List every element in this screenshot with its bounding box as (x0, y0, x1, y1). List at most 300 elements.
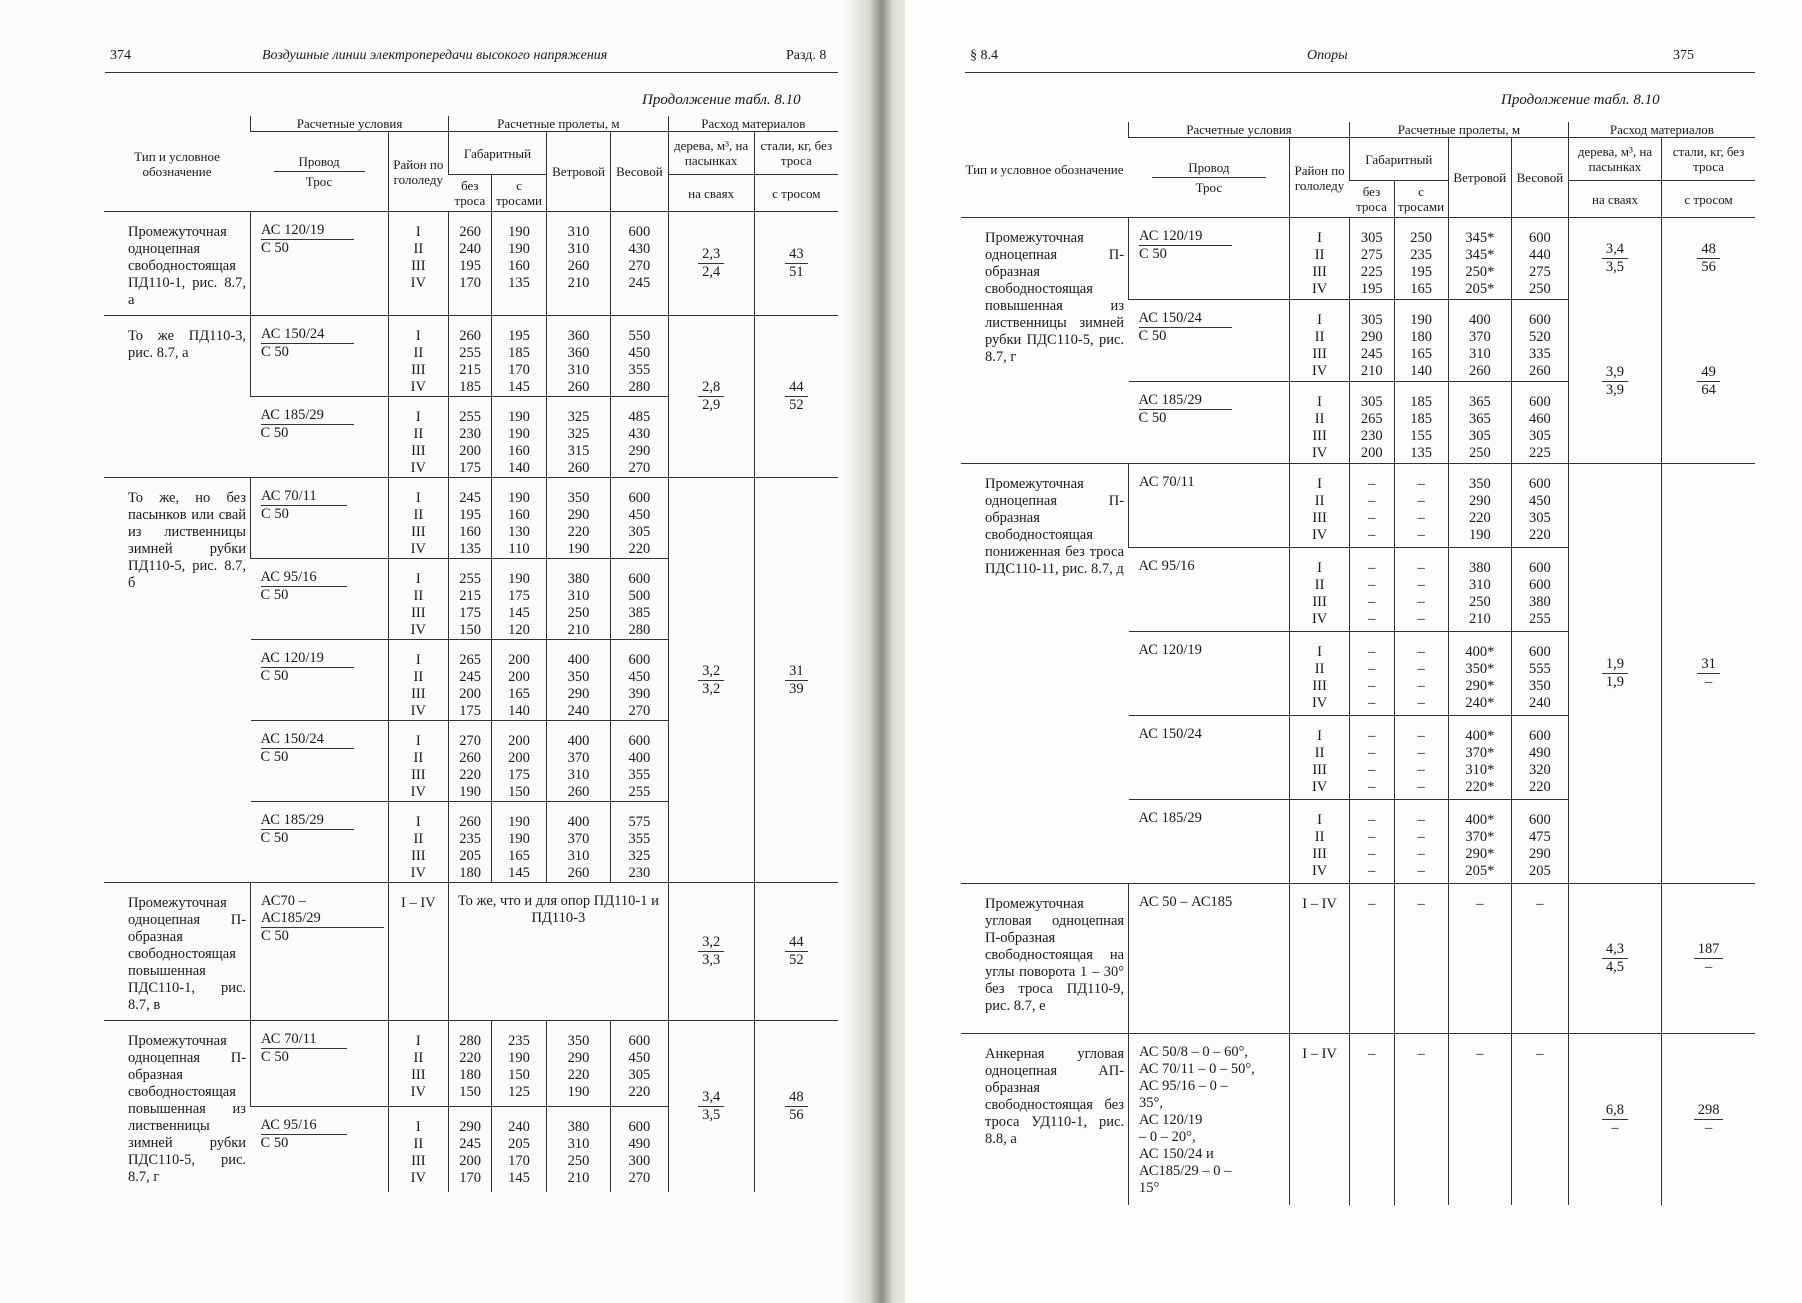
steel-consumption-denominator: 56 (1701, 259, 1716, 276)
wire-cable-cell (1129, 548, 1290, 632)
header-spans: Расчетные пролеты, м (449, 116, 669, 132)
header-cable: Трос (1195, 180, 1223, 195)
wire-cable-cell (251, 478, 389, 559)
span-no-cable: – – – – (1349, 548, 1394, 632)
span-no-cable: 245 195 160 135 (449, 478, 492, 559)
cable-type: С 50 (260, 830, 289, 846)
left-running-title: Воздушные линии электропередачи высокого напряжения (262, 48, 608, 63)
region-cell: I II III IV (1290, 218, 1350, 300)
header-materials: Расход материалов (668, 116, 838, 132)
span-weight: 600 490 300 270 (611, 1107, 669, 1193)
wire-cable-cell (251, 397, 389, 478)
span-with-cables: 250 235 195 165 (1394, 218, 1448, 300)
steel-consumption-numerator: 49 (1697, 364, 1720, 382)
wire-cable-cell (251, 883, 389, 1021)
support-type: Промежуточная одноцепная П-образная свободностоящая пониженная без троса ПДС110-11, рис. 8.7, д (961, 464, 1129, 884)
span-wind: 400* 370* 290* 205* (1448, 800, 1511, 884)
wire-cable-cell (251, 1021, 389, 1107)
span-weight: 600 450 305 220 (611, 1021, 669, 1107)
table-row (961, 218, 1755, 300)
wood-consumption (1568, 1034, 1661, 1206)
right-page (905, 0, 1802, 1303)
span-weight: – (1512, 884, 1569, 1034)
left-header-rule (105, 72, 838, 73)
span-wind: 400* 370* 310* 220* (1448, 716, 1511, 800)
steel-consumption (1662, 464, 1755, 884)
span-no-cable: 260 235 205 180 (449, 802, 492, 883)
support-type: Промежуточная угловая одноцепная П-образная свободностоящая на углы поворота 1 – 30° без троса ПД110-9, рис. 8.7, е (961, 884, 1129, 1034)
span-with-cables: – – – – (1394, 464, 1448, 548)
wood-consumption-numerator: 3,9 (1602, 364, 1628, 382)
header-spans: Расчетные пролеты, м (1349, 122, 1568, 138)
cable-type: С 50 (1138, 328, 1167, 344)
wire-type: АС 120/19 (1138, 642, 1202, 658)
span-weight: 550 450 355 280 (611, 316, 669, 397)
wood-consumption-fraction (698, 379, 724, 414)
wood-consumption-fraction (1602, 656, 1628, 691)
wire-type: АС 150/24 (261, 326, 354, 344)
region-cell: I II III IV (388, 1021, 449, 1107)
wood-consumption-numerator: 6,8 (1602, 1102, 1628, 1120)
wire-cable-cell (251, 212, 389, 316)
right-section: § 8.4 (970, 48, 998, 63)
region-cell: I II III IV (1290, 632, 1350, 716)
cable-type: С 50 (260, 1135, 289, 1151)
support-type: Промежуточная одноцепная П-образная свободностоящая повышенная из лиственницы зимней рубки ПДС110-5, рис. 8.7, г (961, 218, 1129, 464)
header-materials: Расход материалов (1568, 122, 1755, 138)
span-weight: 600 500 385 280 (611, 559, 669, 640)
region-cell: I II III IV (388, 316, 449, 397)
span-weight: 575 355 325 230 (611, 802, 669, 883)
header-type: Тип и условное обозначение (104, 116, 251, 212)
span-weight: 600 430 270 245 (611, 212, 669, 316)
table-row (104, 1021, 838, 1107)
wood-consumption-numerator: 2,3 (698, 246, 724, 264)
span-no-cable: 305 265 230 200 (1349, 382, 1394, 464)
region-cell: I II III IV (1290, 800, 1350, 884)
right-page-number: 375 (1673, 48, 1694, 63)
support-type: То же, но без пасынков или свай из лиственницы зимней рубки ПД110-5, рис. 8.7, б (104, 478, 251, 883)
wood-consumption-denominator: 3,5 (1605, 259, 1625, 276)
header-wood: дерева, м³, на пасынках (1568, 138, 1661, 181)
span-with-cables: – – – – (1394, 716, 1448, 800)
steel-consumption-denominator: – (1704, 1120, 1713, 1136)
table-row (104, 478, 838, 559)
steel-consumption (1662, 218, 1755, 300)
wood-consumption-denominator: 3,5 (702, 1107, 721, 1123)
steel-consumption (1662, 300, 1755, 464)
steel-consumption (754, 212, 838, 316)
steel-consumption-fraction (785, 379, 808, 414)
span-with-cables: 240 205 170 145 (492, 1107, 547, 1193)
header-conditions: Расчетные условия (251, 116, 449, 132)
steel-consumption-denominator: 52 (789, 397, 804, 413)
span-with-cables: – – – – (1394, 800, 1448, 884)
table-row (961, 464, 1755, 548)
span-with-cables: 200 200 175 150 (492, 721, 547, 802)
support-type: Промежуточная одноцепная свободностоящая ПД110-1, рис. 8.7, а (104, 212, 251, 316)
wire-type: АС 70/11 (261, 488, 347, 506)
span-no-cable: – – – – (1349, 800, 1394, 884)
span-weight: 600 520 335 260 (1512, 300, 1569, 382)
span-with-cables: 190 175 145 120 (492, 559, 547, 640)
steel-consumption-fraction (1697, 241, 1720, 276)
span-no-cable: – (1349, 1034, 1394, 1206)
steel-consumption-fraction (785, 934, 808, 969)
span-weight: 485 430 290 270 (611, 397, 669, 478)
region-cell: I II III IV (388, 1107, 449, 1193)
wire-type: АС 120/19 (261, 650, 354, 668)
wood-consumption-fraction (698, 934, 724, 969)
steel-consumption-numerator: 298 (1694, 1102, 1724, 1120)
header-weight: Весовой (1512, 138, 1569, 218)
wood-consumption-fraction (698, 246, 724, 281)
wire-type: АС 120/19 (1139, 228, 1232, 246)
wire-type: АС 95/16 (261, 1117, 347, 1135)
span-wind: 350 290 220 190 (546, 478, 610, 559)
header-no-cable: без троса (449, 175, 492, 212)
wire-cable-cell (1129, 800, 1290, 884)
wood-consumption-numerator: 3,2 (698, 934, 724, 952)
span-with-cables: – (1394, 1034, 1448, 1206)
wire-cable-cell (251, 559, 389, 640)
span-no-cable: – – – – (1349, 632, 1394, 716)
span-wind: 400 370 310 260 (546, 802, 610, 883)
wood-consumption-denominator: 2,9 (702, 397, 721, 413)
steel-consumption-numerator: 31 (785, 663, 808, 681)
wood-consumption-denominator: 2,4 (702, 264, 721, 280)
steel-consumption-numerator: 44 (785, 934, 808, 952)
support-type: Промежуточная одноцепная П-образная свободностоящая повышенная ПДС110-1, рис. 8.7, в (104, 883, 251, 1021)
span-wind: 345* 345* 250* 205* (1448, 218, 1511, 300)
cable-type: С 50 (260, 668, 289, 684)
wood-consumption-fraction (1602, 941, 1628, 976)
span-wind: 400 370 310 260 (546, 721, 610, 802)
wood-consumption-fraction (698, 1089, 724, 1124)
span-wind: 400 350 290 240 (546, 640, 610, 721)
span-with-cables: 185 185 155 135 (1394, 382, 1448, 464)
wire-type: АС 150/24 (261, 731, 354, 749)
header-wire: Провод (1152, 160, 1267, 178)
steel-consumption-denominator: 39 (789, 680, 804, 697)
wood-consumption (1568, 300, 1661, 464)
wire-type: АС 70/11 (261, 1031, 347, 1049)
span-wind: 365 365 305 250 (1448, 382, 1511, 464)
header-with-cables: с тросами (492, 175, 547, 212)
header-conditions: Расчетные условия (1129, 122, 1350, 138)
header-no-cable: без троса (1349, 181, 1394, 218)
wood-consumption (1568, 218, 1661, 300)
span-wind: 400 370 310 260 (1448, 300, 1511, 382)
left-section: Разд. 8 (786, 48, 827, 63)
steel-consumption-denominator: 51 (789, 264, 804, 280)
wire-cable-cell (251, 1107, 389, 1193)
left-page (0, 0, 880, 1303)
wood-consumption (668, 212, 754, 316)
steel-consumption-denominator: 52 (789, 952, 804, 968)
steel-consumption (1662, 1034, 1755, 1206)
region-cell: I II III IV (1290, 548, 1350, 632)
left-table (104, 116, 838, 1192)
header-wire-cable (251, 132, 389, 212)
wire-type: АС 50/8 – 0 – 60°, АС 70/11 – 0 – 50°, АС 95/16 – 0 – 35°, АС 120/19 – 0 – 20°, АС 150/24 и АС185/29 – 0 – 15° (1139, 1044, 1255, 1196)
span-wind: 400* 350* 290* 240* (1448, 632, 1511, 716)
wire-cable-cell (1129, 382, 1290, 464)
region-cell: I II III IV (1290, 300, 1350, 382)
right-table (961, 122, 1755, 1205)
right-continuation: Продолжение табл. 8.10 (1501, 92, 1660, 108)
header-on-piles: на сваях (1568, 181, 1661, 218)
header-weight: Весовой (611, 132, 669, 212)
steel-consumption (754, 316, 838, 478)
table-row (104, 316, 838, 397)
steel-consumption-numerator: 31 (1697, 656, 1720, 674)
span-no-cable: 255 215 175 150 (449, 559, 492, 640)
steel-consumption-numerator: 48 (1697, 241, 1720, 259)
cable-type: С 50 (261, 344, 289, 360)
steel-consumption-fraction (785, 663, 808, 698)
header-cable: Трос (305, 174, 333, 189)
right-header-rule (965, 72, 1755, 73)
span-no-cable: 290 245 200 170 (449, 1107, 492, 1193)
steel-consumption-fraction (1694, 941, 1724, 976)
steel-consumption-denominator: 64 (1701, 381, 1716, 398)
header-gabarit: Габаритный (449, 132, 547, 175)
span-no-cable: 255 230 200 175 (449, 397, 492, 478)
steel-consumption-fraction (1697, 364, 1720, 399)
span-no-cable: 260 240 195 170 (449, 212, 492, 316)
cable-type: С 50 (1138, 410, 1167, 426)
region-cell: I II III IV (1290, 382, 1350, 464)
wire-type: АС 185/29 (1138, 810, 1202, 826)
span-wind: – (1448, 1034, 1511, 1206)
wood-consumption-fraction (1602, 241, 1628, 276)
wire-type: АС 95/16 (261, 569, 347, 587)
wood-consumption (1568, 464, 1661, 884)
region-cell: I II III IV (388, 802, 449, 883)
header-wind: Ветровой (546, 132, 610, 212)
header-region: Район по гололеду (388, 132, 449, 212)
wire-type: АС 70/11 (1139, 474, 1195, 490)
wood-consumption-numerator: 2,8 (698, 379, 724, 397)
cable-type: С 50 (1139, 246, 1167, 262)
steel-consumption-numerator: 187 (1694, 941, 1724, 959)
wood-consumption-fraction (698, 663, 724, 698)
span-no-cable: – – – – (1349, 464, 1394, 548)
header-wire: Провод (274, 154, 365, 172)
wire-cable-cell (251, 721, 389, 802)
header-on-piles: на сваях (668, 175, 754, 212)
steel-consumption-fraction (785, 1089, 808, 1124)
support-type: Промежуточная одноцепная П-образная свободностоящая повышенная из лиственницы зимней рубки ПДС110-5, рис. 8.7, г (104, 1021, 251, 1193)
wire-cable-cell (251, 316, 389, 397)
left-page-number: 374 (110, 48, 131, 63)
span-with-cables: 190 160 130 110 (492, 478, 547, 559)
header-with-cable-steel: с тросом (754, 175, 838, 212)
steel-consumption (754, 478, 838, 883)
wire-cable-cell (1129, 884, 1290, 1034)
wire-type: АС 95/16 (1138, 558, 1195, 574)
header-wire-cable (1129, 138, 1290, 218)
span-weight: 600 600 380 255 (1512, 548, 1569, 632)
support-type: То же ПД110-3, рис. 8.7, а (104, 316, 251, 478)
steel-consumption-denominator: – (1704, 959, 1713, 975)
header-with-cable-steel: с тросом (1662, 181, 1755, 218)
span-no-cable: 265 245 200 175 (449, 640, 492, 721)
span-wind: 380 310 250 210 (546, 1107, 610, 1193)
wire-cable-cell (251, 640, 389, 721)
region-cell: I II III IV (1290, 464, 1350, 548)
header-with-cables: с тросами (1394, 181, 1448, 218)
span-wind: 310 310 260 210 (546, 212, 610, 316)
span-wind: 350 290 220 190 (1448, 464, 1511, 548)
wood-consumption-denominator: 4,5 (1605, 959, 1625, 975)
table-row (961, 1034, 1755, 1206)
wood-consumption-denominator: – (1611, 1120, 1619, 1136)
span-with-cables: 235 190 150 125 (492, 1021, 547, 1107)
wire-cable-cell (1129, 632, 1290, 716)
wire-cable-cell (1129, 716, 1290, 800)
wood-consumption (668, 478, 754, 883)
table-row (104, 212, 838, 316)
cable-type: С 50 (261, 506, 289, 522)
span-with-cables: 190 190 165 145 (492, 802, 547, 883)
right-running-title: Опоры (1307, 48, 1348, 63)
region-cell: I II III IV (388, 212, 449, 316)
span-no-cable: 270 260 220 190 (449, 721, 492, 802)
span-wind: 380 310 250 210 (546, 559, 610, 640)
wire-type: АС 150/24 (1138, 726, 1202, 742)
wire-type: АС 50 – АС185 (1139, 894, 1233, 910)
span-weight: 600 460 305 225 (1512, 382, 1569, 464)
wood-consumption-numerator: 3,4 (698, 1089, 724, 1107)
span-with-cables: – (1394, 884, 1448, 1034)
wood-consumption (1568, 884, 1661, 1034)
span-no-cable: 305 275 225 195 (1349, 218, 1394, 300)
region-cell: I – IV (388, 883, 449, 1021)
span-weight: 600 450 305 220 (1512, 464, 1569, 548)
region-cell: I II III IV (388, 559, 449, 640)
cable-type: С 50 (261, 240, 289, 256)
span-weight: 600 490 320 220 (1512, 716, 1569, 800)
same-as-note: То же, что и для опор ПД110-1 и ПД110-3 (449, 883, 669, 1021)
span-with-cables: 190 180 165 140 (1394, 300, 1448, 382)
span-weight: 600 475 290 205 (1512, 800, 1569, 884)
wood-consumption-denominator: 3,9 (1605, 381, 1625, 398)
wood-consumption-numerator: 3,2 (698, 663, 724, 681)
support-type: Анкерная угловая одноцепная АП-образная свободностоящая без троса УД110-1, рис. 8.8, а (961, 1034, 1129, 1206)
region-cell: I II III IV (388, 478, 449, 559)
span-weight: 600 555 350 240 (1512, 632, 1569, 716)
span-wind: 380 310 250 210 (1448, 548, 1511, 632)
span-weight: 600 450 390 270 (611, 640, 669, 721)
steel-consumption (754, 883, 838, 1021)
steel-consumption (754, 1021, 838, 1193)
wire-cable-cell (251, 802, 389, 883)
span-with-cables: 190 190 160 135 (492, 212, 547, 316)
cable-type: С 50 (260, 425, 289, 441)
span-weight: – (1512, 1034, 1569, 1206)
region-cell: I – IV (1290, 1034, 1350, 1206)
header-gabarit: Габаритный (1349, 138, 1448, 181)
span-no-cable: – (1349, 884, 1394, 1034)
wood-consumption-denominator: 3,2 (702, 680, 721, 697)
wire-type: АС 185/29 (1139, 392, 1232, 410)
region-cell: I II III IV (388, 397, 449, 478)
left-continuation: Продолжение табл. 8.10 (642, 92, 801, 108)
span-wind: 325 325 315 260 (546, 397, 610, 478)
span-with-cables: – – – – (1394, 632, 1448, 716)
span-with-cables: 190 190 160 140 (492, 397, 547, 478)
span-no-cable: 260 255 215 185 (449, 316, 492, 397)
wood-consumption-denominator: 3,3 (702, 952, 721, 968)
span-weight: 600 400 355 255 (611, 721, 669, 802)
cable-type: С 50 (261, 1049, 289, 1065)
region-cell: I II III IV (388, 640, 449, 721)
wire-cable-cell (1129, 1034, 1290, 1206)
steel-consumption-fraction (1697, 656, 1720, 691)
table-row (104, 883, 838, 1021)
wood-consumption-fraction (1602, 1102, 1628, 1137)
wire-type: АС 185/29 (261, 407, 354, 425)
span-with-cables: 195 185 170 145 (492, 316, 547, 397)
steel-consumption-denominator: – (1704, 674, 1713, 690)
cable-type: С 50 (260, 587, 289, 603)
wire-type: АС 120/19 (261, 222, 354, 240)
wire-type: АС 185/29 (261, 812, 354, 830)
wire-cable-cell (1129, 218, 1290, 300)
steel-consumption (1662, 884, 1755, 1034)
wood-consumption (668, 316, 754, 478)
steel-consumption-numerator: 44 (785, 379, 808, 397)
header-wood: дерева, м³, на пасынках (668, 132, 754, 175)
span-with-cables: 200 200 165 140 (492, 640, 547, 721)
wood-consumption-numerator: 4,3 (1602, 941, 1628, 959)
header-steel: стали, кг, без троса (754, 132, 838, 175)
header-region: Район по гололеду (1290, 138, 1350, 218)
span-with-cables: – – – – (1394, 548, 1448, 632)
wood-consumption (668, 1021, 754, 1193)
steel-consumption-numerator: 43 (785, 246, 808, 264)
steel-consumption-denominator: 56 (789, 1107, 804, 1123)
header-steel: стали, кг, без троса (1662, 138, 1755, 181)
region-cell: I II III IV (1290, 716, 1350, 800)
table-row (961, 884, 1755, 1034)
header-type: Тип и условное обозначение (961, 122, 1129, 218)
steel-consumption-fraction (785, 246, 808, 281)
span-weight: 600 450 305 220 (611, 478, 669, 559)
span-wind: – (1448, 884, 1511, 1034)
span-weight: 600 440 275 250 (1512, 218, 1569, 300)
wire-type: АС 150/24 (1139, 310, 1232, 328)
wire-cable-cell (1129, 464, 1290, 548)
wood-consumption-fraction (1602, 364, 1628, 399)
span-no-cable: 305 290 245 210 (1349, 300, 1394, 382)
span-no-cable: – – – – (1349, 716, 1394, 800)
region-cell: I II III IV (388, 721, 449, 802)
header-wind: Ветровой (1448, 138, 1511, 218)
region-cell: I – IV (1290, 884, 1350, 1034)
wire-type: АС70 – АС185/29 (261, 893, 384, 928)
span-no-cable: 280 220 180 150 (449, 1021, 492, 1107)
wood-consumption-numerator: 1,9 (1602, 656, 1628, 674)
steel-consumption-numerator: 48 (785, 1089, 808, 1107)
span-wind: 350 290 220 190 (546, 1021, 610, 1107)
cable-type: С 50 (260, 749, 289, 765)
steel-consumption-fraction (1694, 1102, 1724, 1137)
wire-cable-cell (1129, 300, 1290, 382)
wood-consumption (668, 883, 754, 1021)
